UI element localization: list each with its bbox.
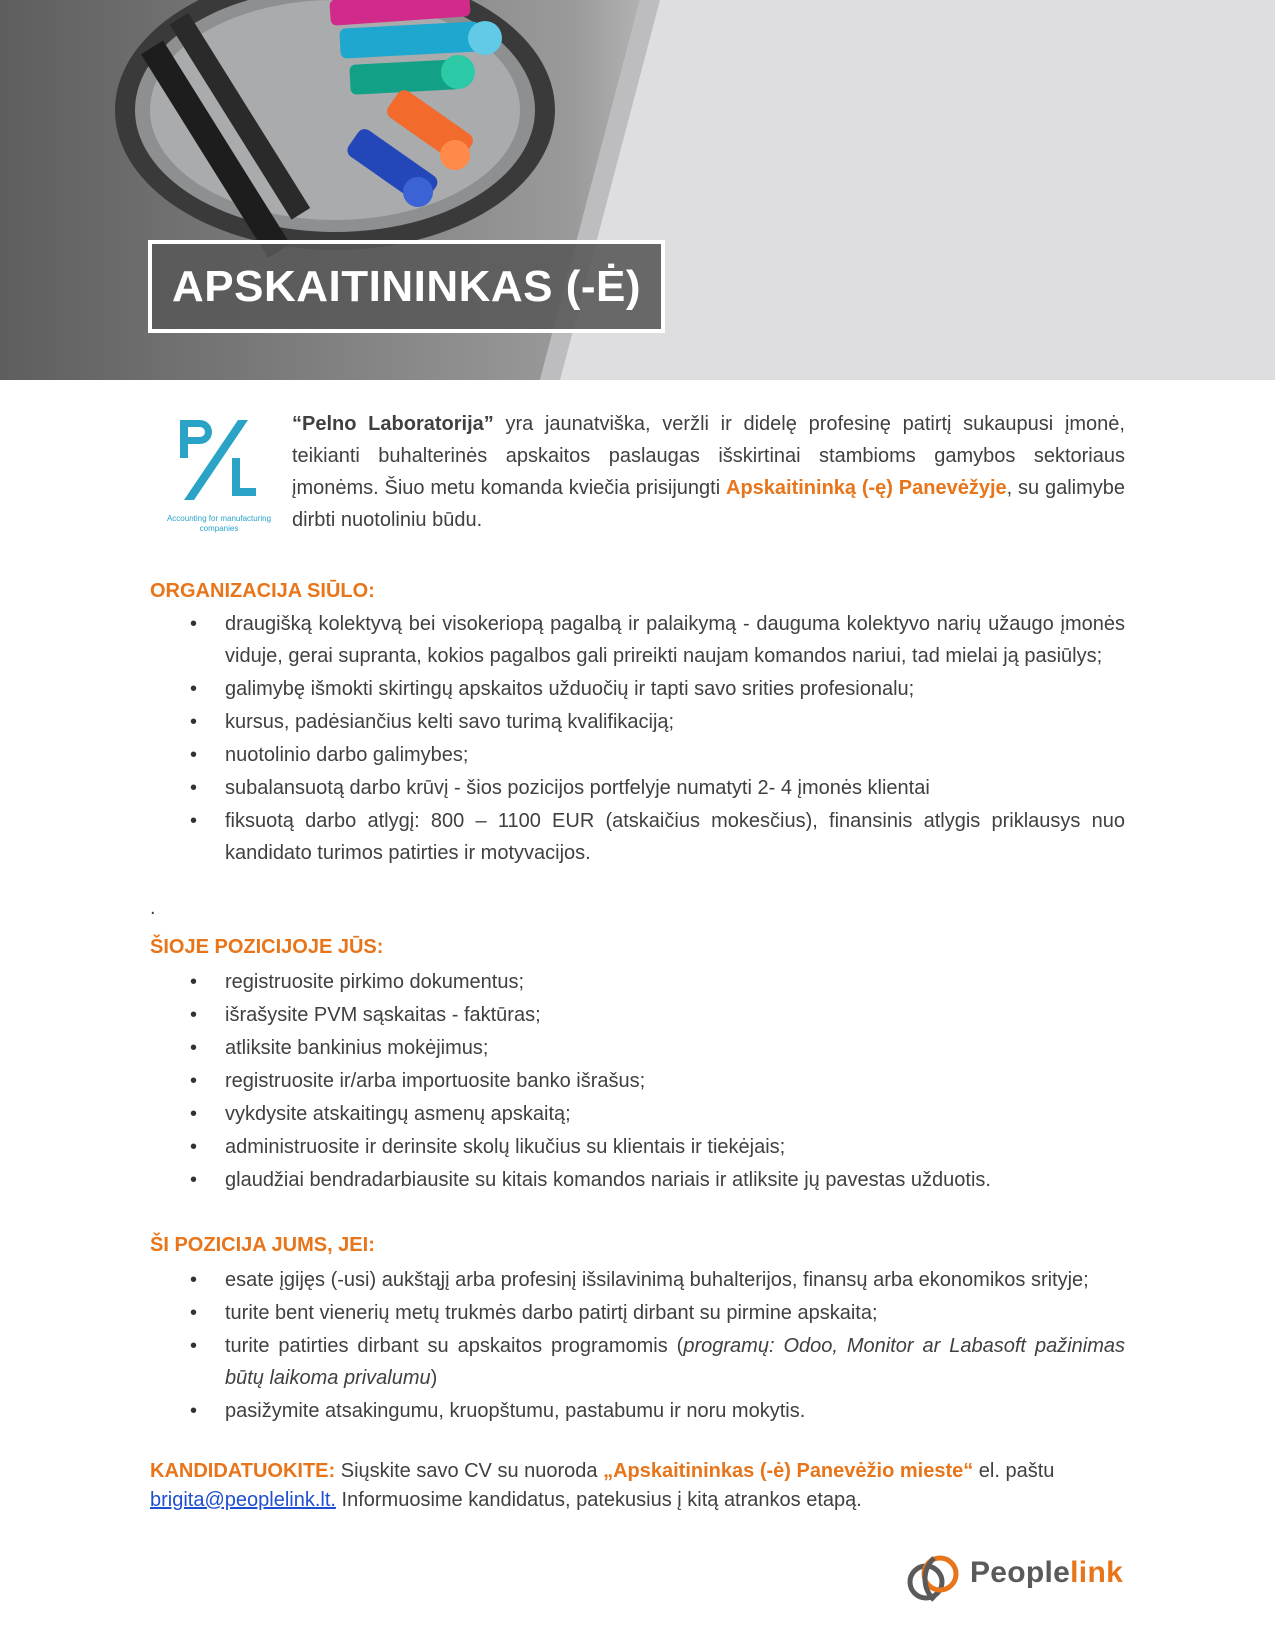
apply-label: KANDIDATUOKITE: [150, 1460, 336, 1482]
email-link[interactable]: brigita@peoplelink.lt. [150, 1489, 336, 1511]
list-item-text: nuotolinio darbo galimybes; [225, 744, 469, 766]
pelno-laboratorija-logo [160, 412, 278, 542]
peoplelink-mark-icon [900, 1548, 966, 1606]
bullet-icon: • [190, 1037, 198, 1059]
apply-text-3: Informuosime kandidatus, patekusius į kitą atrankos etapą. [335, 1489, 862, 1511]
list-item [150, 999, 1125, 1031]
list-item [150, 1297, 1125, 1329]
intro-text-end: , su galimybe dirbti nuotoliniu būdu. [292, 477, 1125, 531]
hero-banner [0, 0, 1275, 380]
list-item [150, 673, 1125, 705]
list-item-text: pasižymite atsakingumu, kruopštumu, pastabumu ir noru mokytis. [225, 1400, 806, 1422]
brand-part-1: People [970, 1556, 1071, 1589]
list-item [150, 805, 1125, 869]
list-item [150, 1032, 1125, 1064]
bullet-icon: • [190, 1400, 198, 1422]
list-item [150, 966, 1125, 998]
bullet-icon: • [190, 810, 198, 832]
duties-list [150, 966, 1125, 1197]
list-item [150, 706, 1125, 738]
company-name: “Pelno Laboratorija” [292, 413, 494, 435]
list-item-text: administruosite ir derinsite skolų likučius su klientais ir tiekėjais; [225, 1136, 786, 1158]
bullet-icon: • [190, 1269, 198, 1291]
logo-tagline: Accounting for manufacturing companies [166, 514, 272, 533]
bullet-icon: • [190, 711, 198, 733]
peoplelink-logo [900, 1548, 1130, 1608]
software-note: programų: Odoo, Monitor ar Labasoft pažinimas būtų laikoma privalumu [225, 1335, 1125, 1389]
bullet-icon: • [190, 1169, 198, 1191]
bullet-icon: • [190, 1004, 198, 1026]
apply-reference: „Apskaitininkas (-ė) Panevėžio mieste“ [603, 1460, 974, 1482]
list-item-text: kursus, padėsiančius kelti savo turimą kvalifikaciją; [225, 711, 675, 733]
position-highlight: Apskaitininką (-ę) Panevėžyje [726, 477, 1007, 499]
bullet-icon: • [190, 678, 198, 700]
bullet-icon: • [190, 1103, 198, 1125]
list-item [150, 1330, 1125, 1394]
list-item [150, 608, 1125, 672]
bullet-icon: • [190, 777, 198, 799]
list-item-text: galimybę išmokti skirtingų apskaitos užduočių ir tapti savo srities profesionalu; [225, 678, 915, 700]
bullet-icon: • [190, 1136, 198, 1158]
list-item [150, 1264, 1125, 1296]
list-item-text: registruosite pirkimo dokumentus; [225, 971, 525, 993]
list-item [150, 772, 1125, 804]
duties-title: ŠIOJE POZICIJOJE JŪS: [150, 936, 384, 958]
pl-logo-icon [160, 412, 278, 512]
list-item [150, 1395, 1125, 1427]
brand-part-2: link [1070, 1556, 1124, 1589]
requirements-list [150, 1264, 1125, 1428]
bullet-icon: • [190, 1070, 198, 1092]
apply-text-2: el. paštu [973, 1460, 1055, 1482]
bullet-icon: • [190, 1302, 198, 1324]
company-intro [292, 408, 1125, 536]
list-item-text: atliksite bankinius mokėjimus; [225, 1037, 489, 1059]
list-item-text: registruosite ir/arba importuosite banko išrašus; [225, 1070, 646, 1092]
bullet-icon: • [190, 744, 198, 766]
intro-text: yra jaunatviška, veržli ir didelę profesinę patirtį sukaupusi įmonė, teikianti buhalterinės apskaitos paslaugas išskirtinai stambioms gamybos sektoriaus įmonėms. Šiuo metu komanda kviečia prisijungti [292, 413, 1125, 499]
offers-title: ORGANIZACIJA SIŪLO: [150, 580, 375, 602]
list-item-text: vykdysite atskaitingų asmenų apskaitą; [225, 1103, 571, 1125]
list-item-text: glaudžiai bendradarbiausite su kitais komandos nariais ir atliksite jų pavestas užduotis. [225, 1169, 991, 1191]
offers-list [150, 608, 1125, 870]
list-item-text-end: ) [430, 1367, 438, 1389]
list-item-text: turite patirties dirbant su apskaitos programomis ( [225, 1335, 684, 1357]
list-item [150, 1164, 1125, 1196]
peoplelink-wordmark [970, 1556, 1123, 1590]
list-item [150, 1098, 1125, 1130]
apply-paragraph [150, 1457, 1125, 1515]
list-item-text: esate įgijęs (-usi) aukštąjį arba profesinį išsilavinimą buhalterijos, finansų arba ekonomikos srityje; [225, 1269, 1089, 1291]
list-item-text: fiksuotą darbo atlygį: 800 – 1100 EUR (atskaičius mokesčius), finansinis atlygis priklausys nuo kandidato turimos patirties ir motyvacijos. [225, 810, 1125, 864]
list-item-text: išrašysite PVM sąskaitas - faktūras; [225, 1004, 541, 1026]
bullet-icon: • [190, 613, 198, 635]
page-title: APSKAITININKAS (-Ė) [171, 261, 642, 311]
list-item-text: draugišką kolektyvą bei visokeriopą pagalbą ir palaikymą - dauguma kolektyvo narių užaugo įmonės viduje, gerai supranta, kokios pagalbos gali prireikti naujam komandos nariui, tad mielai ją pasiūlys; [225, 613, 1125, 667]
apply-text: Siųskite savo CV su nuoroda [335, 1460, 604, 1482]
requirements-title: ŠI POZICIJA JUMS, JEI: [150, 1234, 375, 1256]
bullet-icon: • [190, 971, 198, 993]
bullet-icon: • [190, 1335, 198, 1357]
list-item [150, 1131, 1125, 1163]
list-item-text: turite bent vienerių metų trukmės darbo patirtį dirbant su pirmine apskaita; [225, 1302, 878, 1324]
list-item-text: subalansuotą darbo krūvį - šios pozicijos portfelyje numatyti 2- 4 įmonės klientai [225, 777, 930, 799]
list-item [150, 739, 1125, 771]
list-item [150, 1065, 1125, 1097]
trailing-dot: . [150, 897, 156, 919]
title-box [148, 240, 665, 333]
